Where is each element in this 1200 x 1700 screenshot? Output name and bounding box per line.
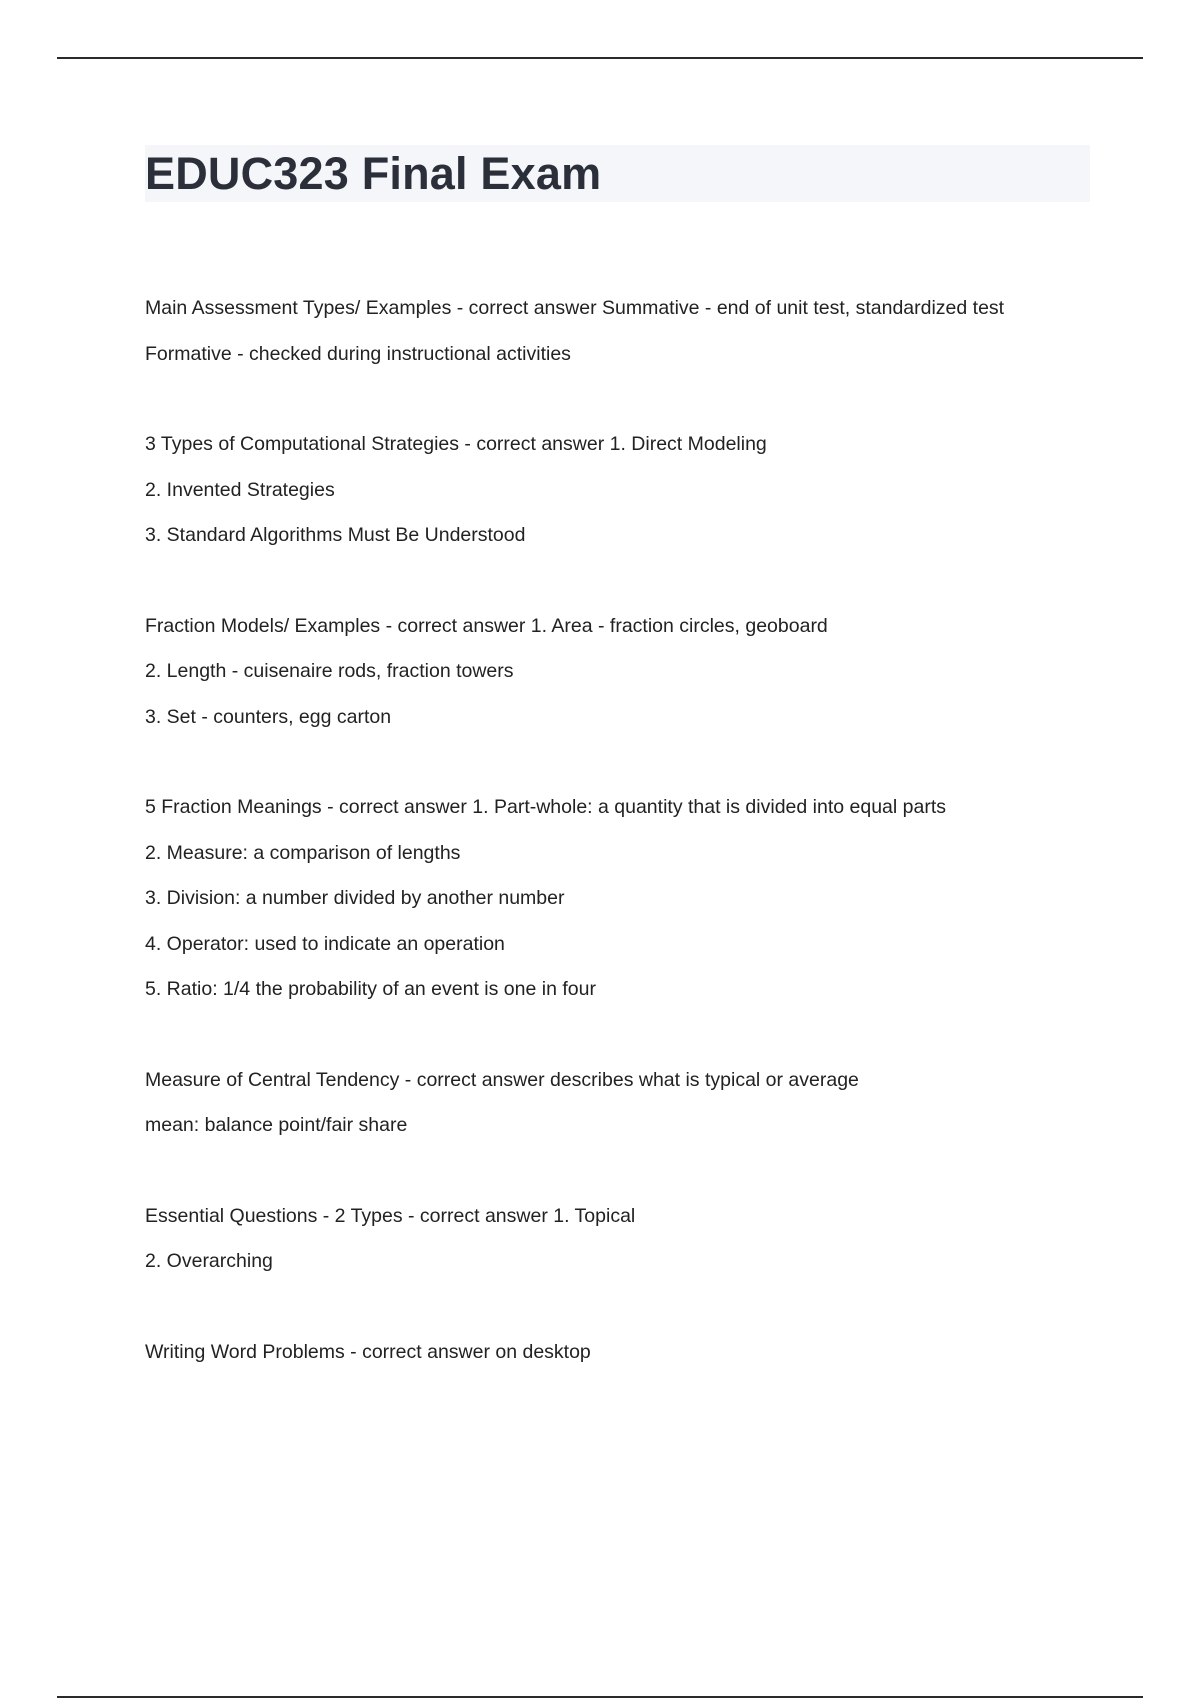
bottom-divider xyxy=(57,1696,1143,1698)
entry-line: 3. Standard Algorithms Must Be Understood xyxy=(145,524,526,546)
entry-line: 2. Measure: a comparison of lengths xyxy=(145,841,461,864)
entry-line: 3. Set - counters, egg carton xyxy=(145,705,392,728)
entry-line: 3. Division: a number divided by another number xyxy=(145,887,565,909)
qa-entry xyxy=(145,1194,1105,1285)
entry-line: Writing Word Problems - correct answer on desktop xyxy=(145,1340,591,1363)
entry-line: 2. Overarching xyxy=(145,1250,273,1272)
entry-line: 2. Invented Strategies xyxy=(145,478,335,501)
entry-line: mean: balance point/fair share xyxy=(145,1114,408,1136)
entry-line: Essential Questions - 2 Types - correct answer 1. Topical xyxy=(145,1204,636,1227)
entry-line: Formative - checked during instructional activities xyxy=(145,342,571,365)
entry-line: Fraction Models/ Examples - correct answer 1. Area - fraction circles, geoboard xyxy=(145,614,828,637)
entry-line: 3 Types of Computational Strategies - correct answer 1. Direct Modeling xyxy=(145,433,767,455)
entry-line: 5 Fraction Meanings - correct answer 1. Part-whole: a quantity that is divided into equal parts xyxy=(145,796,946,818)
entry-line: 2. Length - cuisenaire rods, fraction towers xyxy=(145,660,514,682)
title-banner xyxy=(145,145,1090,202)
entry-line: Main Assessment Types/ Examples - correct answer Summative - end of unit test, standardized test xyxy=(145,297,1005,319)
qa-entry xyxy=(145,286,1105,377)
entry-line: 4. Operator: used to indicate an operation xyxy=(145,932,505,955)
document-body xyxy=(145,286,1105,1420)
qa-entry xyxy=(145,785,1105,1013)
qa-entry xyxy=(145,1330,1105,1376)
top-divider xyxy=(57,57,1143,59)
entry-line: Measure of Central Tendency - correct answer describes what is typical or average xyxy=(145,1068,859,1091)
qa-entry xyxy=(145,1058,1105,1149)
entry-line: 5. Ratio: 1/4 the probability of an event is one in four xyxy=(145,978,596,1000)
page-title: EDUC323 Final Exam xyxy=(145,148,602,199)
qa-entry xyxy=(145,604,1105,741)
qa-entry xyxy=(145,422,1105,559)
